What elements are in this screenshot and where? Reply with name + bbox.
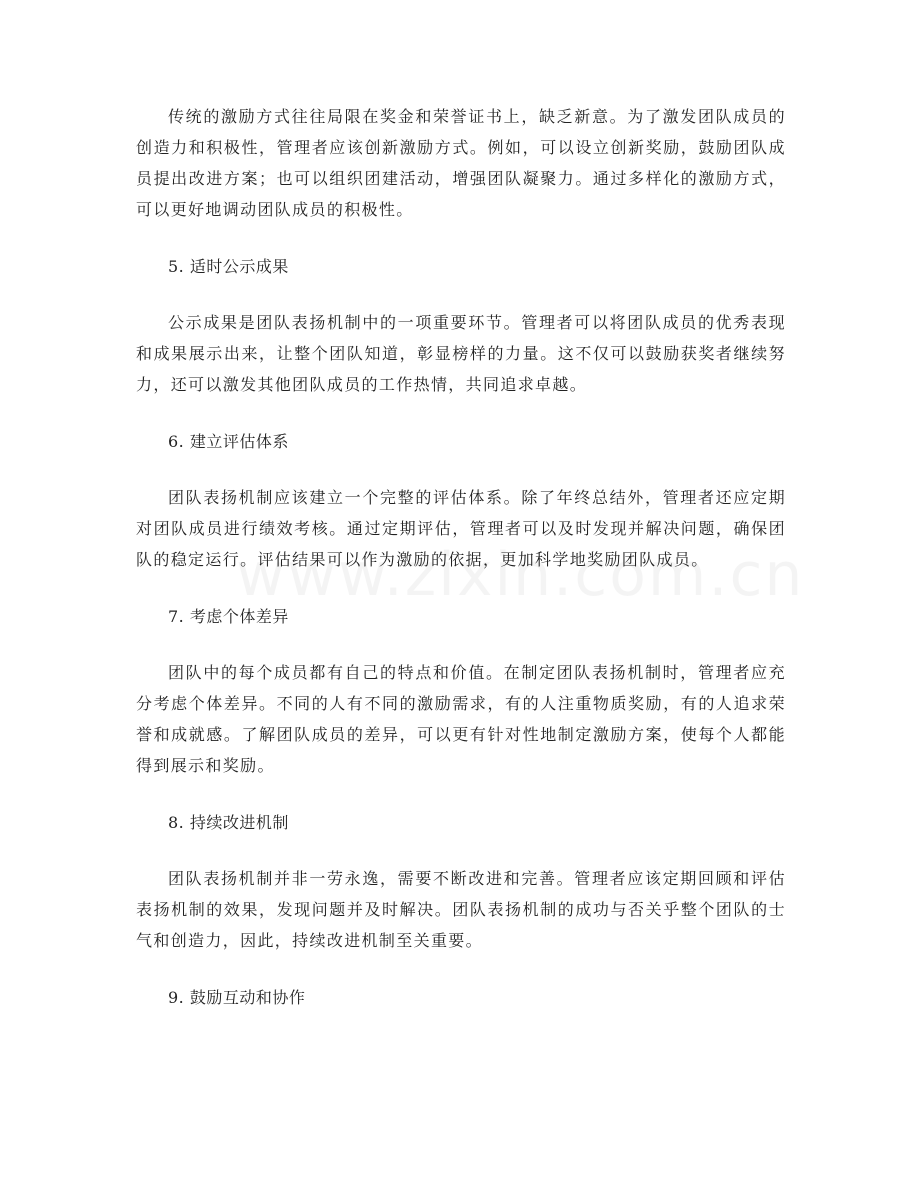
section-5-heading: 5. 适时公示成果: [168, 257, 289, 276]
section-7-paragraph: 团队中的每个成员都有自己的特点和价值。在制定团队表扬机制时，管理者应充分考虑个体差异。不同的人有不同的激励需求，有的人注重物质奖励，有的人追求荣誉和成就感。了解团队成员的差异，可以更有针对性地制定激励方案，使每个人都能得到展示和奖励。: [136, 663, 786, 775]
section-5-paragraph: 公示成果是团队表扬机制中的一项重要环节。管理者可以将团队成员的优秀表现和成果展示出来，让整个团队知道，彰显榜样的力量。这不仅可以鼓励获奖者继续努力，还可以激发其他团队成员的工作热情，共同追求卓越。: [136, 313, 786, 394]
section-6-paragraph: 团队表扬机制应该建立一个完整的评估体系。除了年终总结外，管理者还应定期对团队成员进行绩效考核。通过定期评估，管理者可以及时发现并解决问题，确保团队的稳定运行。评估结果可以作为激励的依据，更加科学地奖励团队成员。: [136, 488, 786, 569]
section-7-heading: 7. 考虑个体差异: [168, 607, 289, 626]
section-9-heading: 9. 鼓励互动和协作: [168, 988, 306, 1007]
section-6-heading: 6. 建立评估体系: [168, 432, 289, 451]
section-8-heading: 8. 持续改进机制: [168, 813, 289, 832]
document-body: [136, 101, 786, 1013]
section-8-paragraph: 团队表扬机制并非一劳永逸，需要不断改进和完善。管理者应该定期回顾和评估表扬机制的效果，发现问题并及时解决。团队表扬机制的成功与否关乎整个团队的士气和创造力，因此，持续改进机制至关重要。: [136, 869, 786, 950]
intro-paragraph: 传统的激励方式往往局限在奖金和荣誉证书上，缺乏新意。为了激发团队成员的创造力和积极性，管理者应该创新激励方式。例如，可以设立创新奖励，鼓励团队成员提出改进方案；也可以组织团建活动，增强团队凝聚力。通过多样化的激励方式，可以更好地调动团队成员的积极性。: [136, 107, 786, 219]
